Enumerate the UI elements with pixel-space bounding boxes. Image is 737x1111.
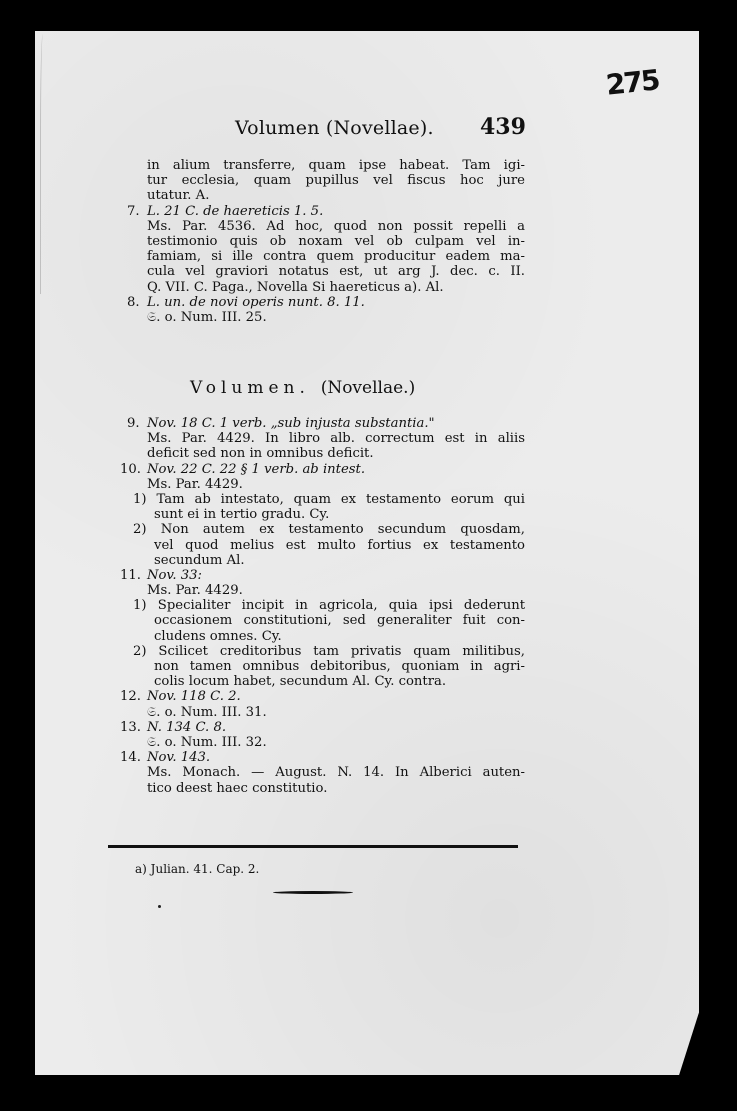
section-title-spaced: Volumen. xyxy=(190,378,310,398)
text-line: secundum Al. xyxy=(154,552,245,568)
entry-ref: Nov. 118 C. 2. xyxy=(147,689,241,705)
footnote: a) Julian. 41. Cap. 2. xyxy=(135,862,260,876)
entry-ref: Nov. 22 C. 22 § 1 verb. ab intest. xyxy=(147,461,366,477)
entry-13-heading xyxy=(120,720,525,735)
running-header: Volumen (Novellae). xyxy=(235,117,434,139)
entry-14-heading xyxy=(120,750,525,765)
entry-number: 11. xyxy=(120,567,141,583)
text-line: tur ecclesia, quam pupillus vel fiscus hoc jure xyxy=(147,173,525,189)
entry-number: 8. xyxy=(127,294,140,310)
sub-item xyxy=(120,522,525,537)
entry-number: 10. xyxy=(120,461,141,477)
text-line: tico deest haec constitutio. xyxy=(147,780,328,796)
entry-number: 13. xyxy=(120,719,141,735)
entry-10-heading xyxy=(120,462,525,477)
handwritten-folio-number: 275 xyxy=(604,63,661,102)
text-line: 𝔖. o. Num. III. 32. xyxy=(147,734,267,750)
text-line: Scilicet creditoribus tam privatis quam militibus, xyxy=(158,643,525,659)
entry-ref: N. 134 C. 8. xyxy=(147,719,227,735)
entry-number: 12. xyxy=(120,689,141,705)
text-line: Non autem ex testamento secundum quosdam, xyxy=(160,522,525,538)
text-line: cludens omnes. Cy. xyxy=(154,628,282,644)
entry-ref: L. 21 C. de haereticis 1. 5. xyxy=(147,203,324,219)
entry-ref: Nov. 18 C. 1 verb. „sub injusta substantia." xyxy=(147,416,435,431)
entry-number: 7. xyxy=(127,203,140,219)
sub-number: 2) xyxy=(133,522,147,538)
entries-block xyxy=(120,416,525,796)
section-title-rest: (Novellae.) xyxy=(320,378,416,398)
page-number: 439 xyxy=(480,114,526,140)
entry-9-heading xyxy=(120,416,525,431)
entry-7-heading xyxy=(127,204,525,219)
entry-8-heading xyxy=(127,295,525,310)
text-line: colis locum habet, secundum Al. Cy. contra. xyxy=(154,674,447,690)
top-block xyxy=(127,158,525,325)
text-line: utatur. A. xyxy=(147,188,210,204)
text-line: Ms. Par. 4429. xyxy=(147,476,243,492)
entry-ref: Nov. 33: xyxy=(147,567,202,583)
page-crease xyxy=(40,34,47,294)
text-line: 𝔖. o. Num. III. 31. xyxy=(147,704,267,720)
entry-12-heading xyxy=(120,689,525,704)
ink-speck xyxy=(158,905,161,908)
text-line: Tam ab intestato, quam ex testamento eorum qui xyxy=(156,491,526,507)
text-line: Ms. Par. 4536. Ad hoc, quod non possit repelli a xyxy=(147,218,525,234)
sub-number: 2) xyxy=(133,643,147,659)
sub-item xyxy=(120,492,525,507)
entry-number: 9. xyxy=(127,416,140,431)
sub-number: 1) xyxy=(133,491,147,507)
entry-11-heading xyxy=(120,568,525,583)
text-line: deficit sed non in omnibus deficit. xyxy=(147,446,374,462)
end-ornament xyxy=(273,891,353,894)
sub-number: 1) xyxy=(133,598,147,614)
sub-item xyxy=(120,598,525,613)
text-line: Specialiter incipit in agricola, quia ipsi dederunt xyxy=(157,598,525,614)
text-line: vel quod melius est multo fortius ex testamento xyxy=(154,537,525,553)
footnote-rule xyxy=(108,845,518,848)
text-line: testimonio quis ob noxam vel ob culpam vel in- xyxy=(147,233,525,249)
text-line: famiam, si ille contra quem producitur eadem ma- xyxy=(147,249,525,265)
entry-ref: L. un. de novi operis nunt. 8. 11. xyxy=(147,294,365,310)
section-title xyxy=(190,378,415,398)
text-line: non tamen omnibus debitoribus, quoniam in agri- xyxy=(154,659,525,674)
entry-ref: Nov. 143. xyxy=(147,750,211,766)
text-line: cula vel graviori notatus est, ut arg J. dec. c. II. xyxy=(147,264,525,280)
text-line: occasionem constitutioni, sed generaliter fuit con- xyxy=(154,613,525,629)
text-line: Ms. Par. 4429. xyxy=(147,583,243,599)
text-line: 𝔖. o. Num. III. 25. xyxy=(147,309,267,325)
sub-item xyxy=(120,644,525,659)
text-line: Ms. Monach. — August. N. 14. In Alberici auten- xyxy=(147,765,525,781)
entry-number: 14. xyxy=(120,750,141,766)
text-line: in alium transferre, quam ipse habeat. Tam igi- xyxy=(147,158,525,173)
text-line: sunt ei in tertio gradu. Cy. xyxy=(154,507,330,523)
text-line: Ms. Par. 4429. In libro alb. correctum est in aliis xyxy=(147,431,525,447)
text-line: Q. VII. C. Paga., Novella Si haereticus a). Al. xyxy=(147,279,444,295)
